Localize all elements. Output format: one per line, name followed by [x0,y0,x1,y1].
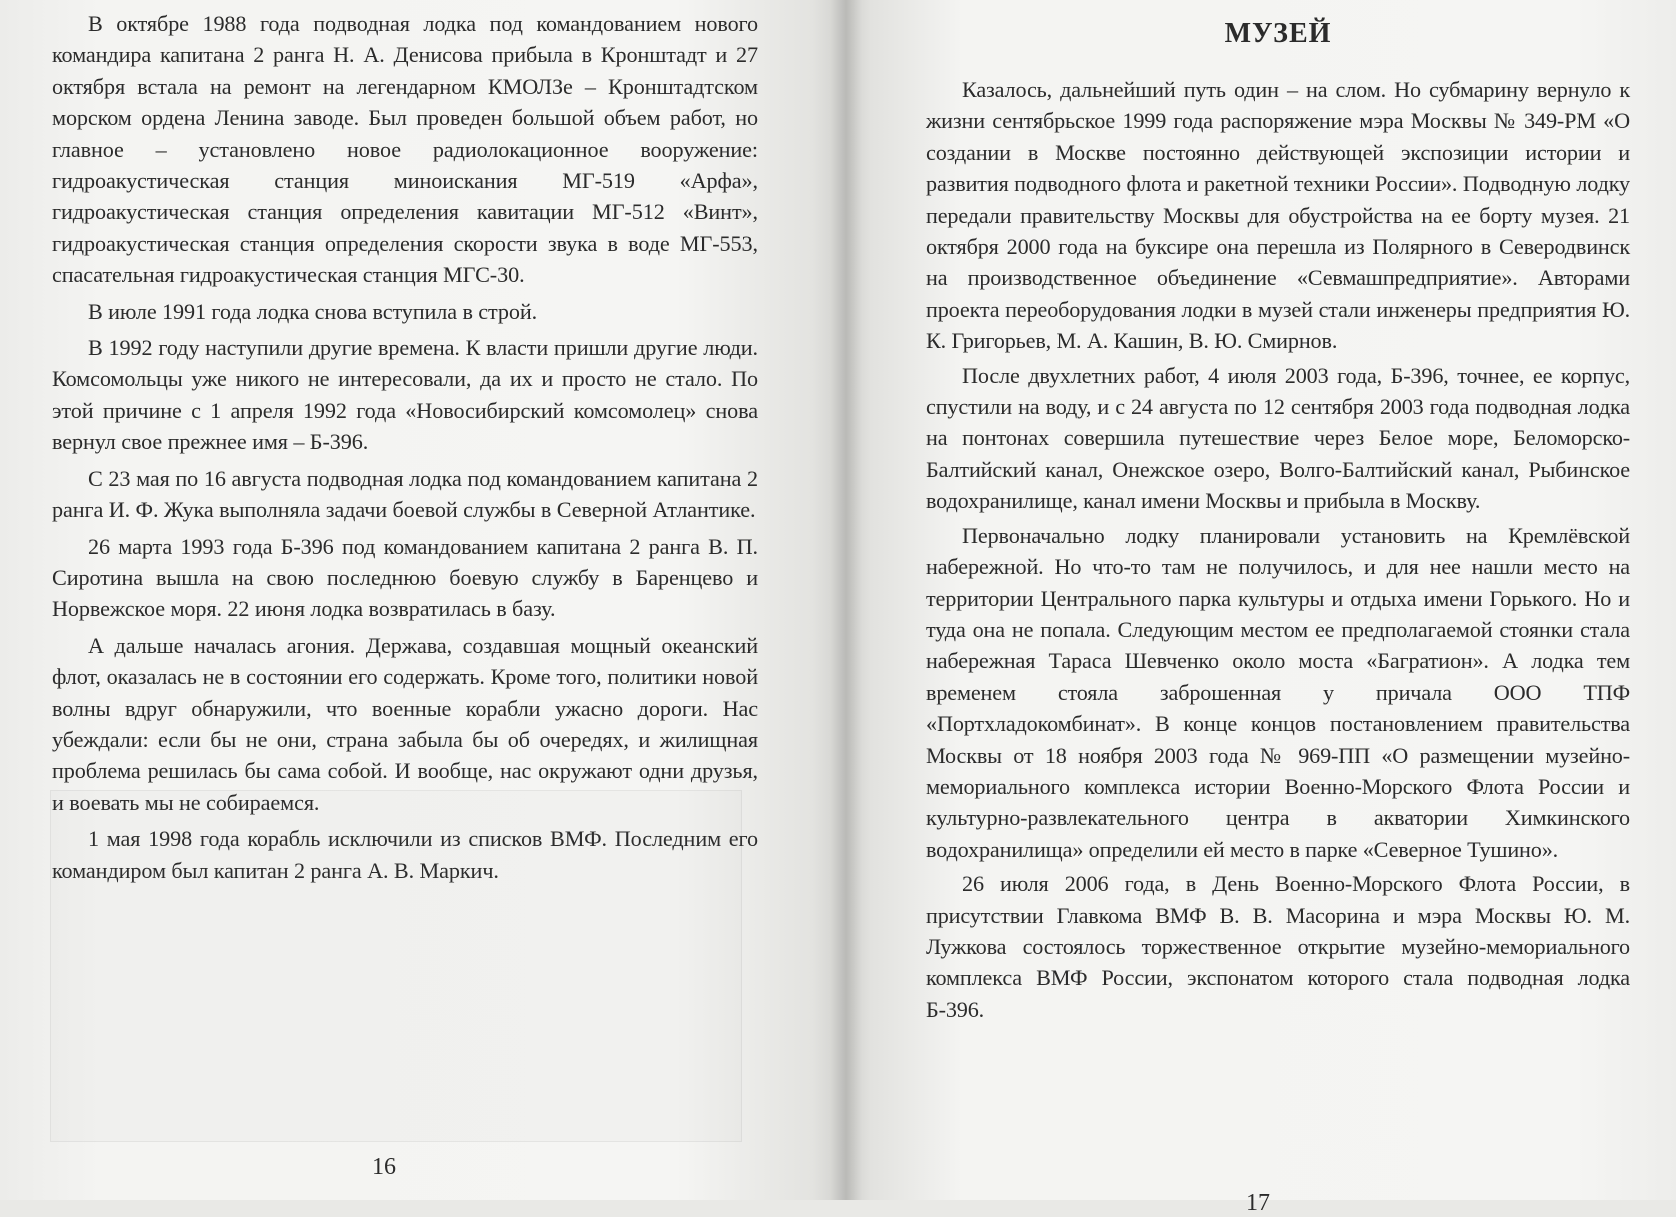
page-number-right: 17 [1246,1190,1270,1216]
paragraph: Казалось, дальнейший путь один – на слом. Но субмарину вернуло к жизни сентябрьское 1999 года распоряжение мэра Москвы № 349-РМ «О создании в Москве постоянно действующей экспозиции истории и развития подводного флота и ракетной техники России». Подводную лодку передали правительству Москвы для обустройства на ее борту музея. 21 октября 2000 года на буксире она перешла из Полярного в Северодвинск на производственное объединение «Севмашпредприятие». Авторами проекта переоборудования лодки в музей стали инженеры предприятия Ю. К. Григорьев, М. А. Кашин, В. Ю. Смирнов. [926,77,1630,354]
paragraph: В 1992 году наступили другие времена. К власти пришли другие люди. Комсомольцы уже никого не интересовали, да их и просто не стало. По этой причине с 1 апреля 1992 года «Новосибирский комсомолец» снова вернул свое прежнее имя – Б-396. [52,335,758,455]
paragraph: Первоначально лодку планировали установить на Кремлёвской набережной. Но что-то там не получилось, и для нее нашли место на территории Центрального парка культуры и отдыха имени Горького. Но и туда она не попала. Следующим местом ее предполагаемой стоянки стала набережная Тараса Шевченко около моста «Багратион». А лодка тем временем стояла заброшенная у причала ООО ТПФ «Портхладокомбинат». В конце концов постановлением правительства Москвы от 18 ноября 2003 года № 969-ПП «О размещении музейно-мемориального комплекса истории Военно-Морского Флота России и культурно-развлекательного центра в акватории Химкинского водохранилища» определили ей место в парке «Северное Тушино». [926,522,1630,862]
left-page-body [52,8,758,886]
paragraph: С 23 мая по 16 августа подводная лодка под командованием капитана 2 ранга И. Ф. Жука выполняла задачи боевой службы в Северной Атлантике. [52,465,758,523]
paragraph: В июле 1991 года лодка снова вступила в строй. [88,298,538,324]
chapter-heading: МУЗЕЙ [1224,18,1332,49]
right-page-body [926,74,1630,1025]
paragraph: 1 мая 1998 года корабль исключили из списков ВМФ. Последним его командиром был капитан 2 ранга А. В. Маркич. [52,826,758,883]
right-page [846,0,1676,1216]
page-number-left: 16 [372,1154,396,1180]
paragraph: После двухлетних работ, 4 июля 2003 года, Б-396, точнее, ее корпус, спустили на воду, и с 24 августа по 12 сентября 2003 года подводная лодка на понтонах совершила путешествие через Белое море, Беломорско-Балтийский канал, Онежское озеро, Волго-Балтийский канал, Рыбинское водохранилище, канал имени Москвы и прибыла в Москву. [926,362,1630,514]
paragraph: А дальше началась агония. Держава, создавшая мощный океанский флот, оказалась не в состоянии его содержать. Кроме того, политики новой волны вдруг обнаружили, что военные корабли ужасно дороги. Нас убеждали: если бы не они, страна забыла бы об очередях, и жилищная проблема решилась бы сама собой. И вообще, нас окружают одни друзья, и воевать мы не собираемся. [52,632,758,815]
left-page [0,0,846,1200]
paragraph: В октябре 1988 года подводная лодка под командованием нового командира капитана 2 ранга Н. А. Денисова прибыла в Кронштадт и 27 октября встала на ремонт на легендарном КМОЛЗе – Кронштадтском морском ордена Ленина заводе. Был проведен большой объем работ, но главное – установлено новое радиолокационное вооружение: гидроакустическая станция миноискания МГ-519 «Арфа», гидроакустическая станция определения кавитации МГ-512 «Винт», гидроакустическая станция определения скорости звука в воде МГ-553, спасательная гидроакустическая станция МГС-30. [52,11,758,288]
paragraph: 26 марта 1993 года Б-396 под командованием капитана 2 ранга В. П. Сиротина вышла на свою последнюю боевую службу в Баренцево и Норвежское моря. 22 июня лодка возвратилась в базу. [52,533,758,622]
paragraph: 26 июля 2006 года, в День Военно-Морского Флота России, в присутствии Главкома ВМФ В. В. Масорина и мэра Москвы Ю. М. Лужкова состоялось торжественное открытие музейно-мемориального комплекса ВМФ России, экспонатом которого стала подводная лодка Б-396. [926,871,1630,1022]
